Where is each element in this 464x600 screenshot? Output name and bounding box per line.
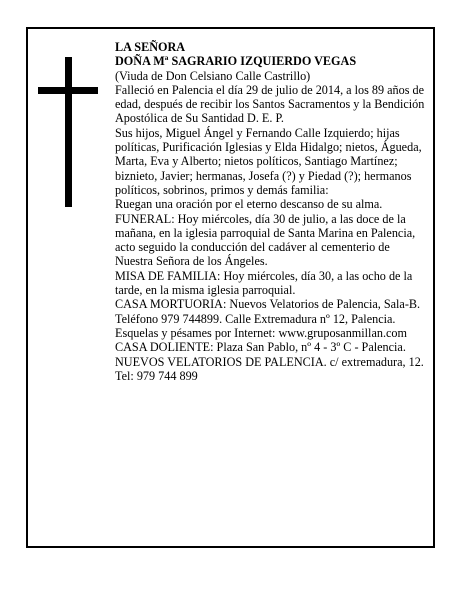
prayer-paragraph: Ruegan una oración por el eterno descanso de su alma.: [115, 197, 383, 212]
funeral-paragraph: FUNERAL: Hoy miércoles, día 30 de julio, a las doce de la mañana, en la iglesia parroquial de Santa Marina en Palencia, acto seguido la conducción del cadáver al cementerio de Nuestra Señora de los Ángeles.: [115, 211, 416, 269]
internet-paragraph: Esquelas y pésames por Internet: www.gruposanmillan.com: [115, 325, 407, 340]
deceased-name: DOÑA Mª SAGRARIO IZQUIERDO VEGAS: [115, 54, 357, 69]
family-mass-paragraph: MISA DE FAMILIA: Hoy miércoles, día 30, a las ocho de la tarde, en la misma iglesia parroquial.: [115, 268, 413, 298]
mourning-house-paragraph: CASA DOLIENTE: Plaza San Pablo, nº 4 - 3º C - Palencia.: [115, 340, 406, 355]
obituary-text: [115, 40, 427, 383]
mortuary-paragraph: CASA MORTUORIA: Nuevos Velatorios de Palencia, Sala-B. Teléfono 979 744899. Calle Extremadura nº 12, Palencia.: [115, 297, 421, 326]
family-paragraph: Sus hijos, Miguel Ángel y Fernando Calle Izquierdo; hijas políticas, Purificación Iglesias y Elda Hidalgo; nietos, Águeda, Marta, Eva y Alberto; nietos políticos, Santiago Martínez; biznieto, Javier; hermanas, Josefa (?) y Piedad (?); hermanos políticos, sobrinos, primos y demás familia:: [115, 125, 422, 197]
cross-horizontal-bar: [38, 87, 98, 94]
cross-icon: [38, 57, 98, 207]
velatorios-paragraph: NUEVOS VELATORIOS DE PALENCIA. c/ extremadura, 12. Tel: 979 744 899: [115, 354, 424, 383]
notice-title: LA SEÑORA: [115, 40, 186, 54]
cross-vertical-bar: [65, 57, 72, 207]
death-paragraph: Falleció en Palencia el día 29 de julio de 2014, a los 89 años de edad, después de recibir los Santos Sacramentos y la Bendición Apostólica de Su Santidad D. E. P.: [115, 82, 425, 126]
widow-subtitle: (Viuda de Don Celsiano Calle Castrillo): [115, 68, 311, 83]
